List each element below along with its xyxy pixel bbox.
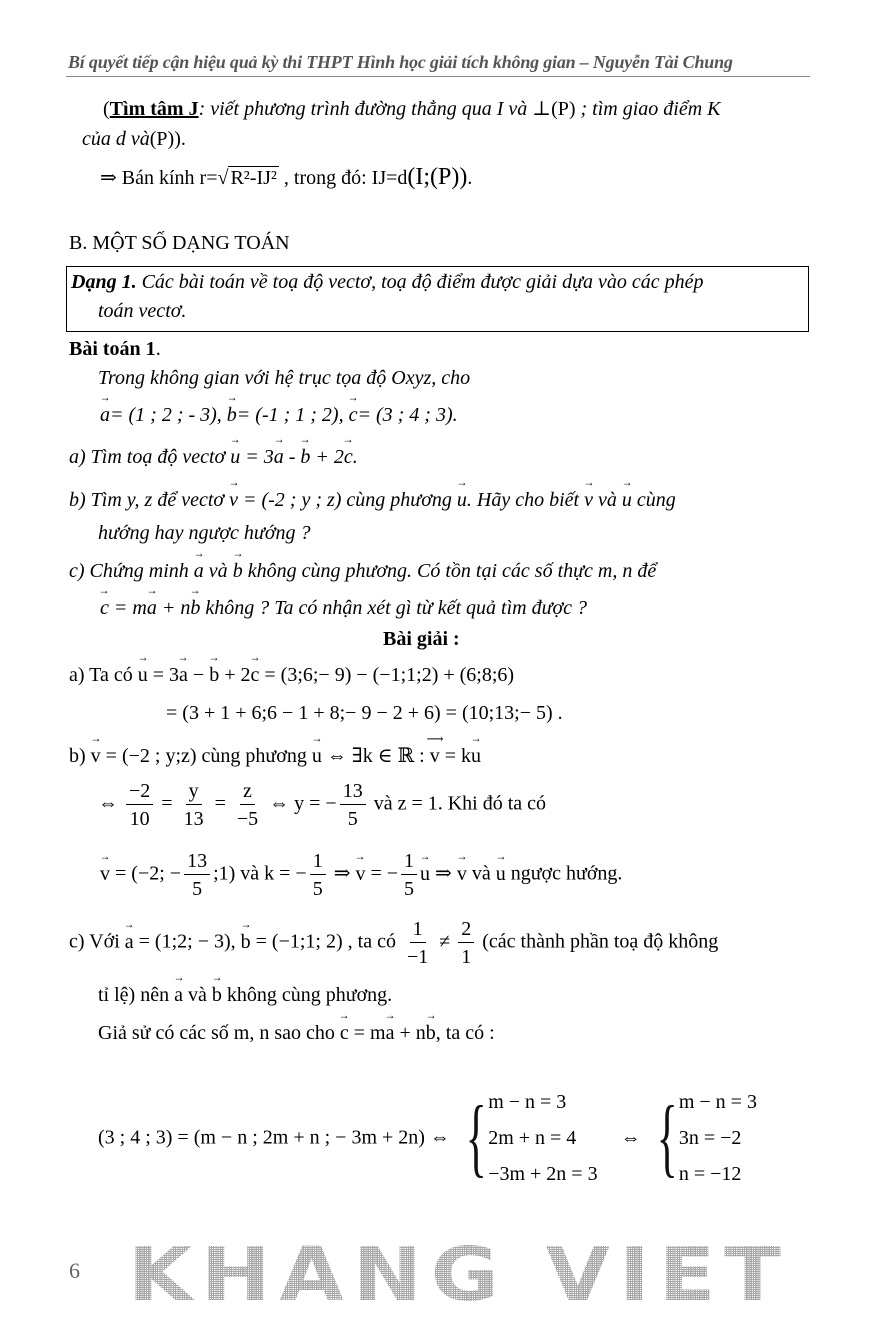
solution-c-line-1: c) Với → a = (1;2; − 3), → b = (−1;1; 2) , ta có $\frac{1}{-1}$ ≠ $\frac{2}{1}$ (các thành phần toạ độ không (69, 918, 718, 968)
problem-part-c-line-2: → c = m→ a + n→ b không ? Ta có nhận xét gì từ kết quả tìm được ? (100, 597, 587, 620)
fraction: $\frac{1}{-1}$ (406, 918, 429, 968)
system-lhs: (3 ; 4 ; 3) = (m − n ; 2m + n ; − 3m + 2n) ⇔ (98, 1126, 450, 1149)
solution-b-line-2: ⇔ $\frac{-2}{10}$ = $\frac{y}{13}$ = $\frac{z}{-5}$ ⇔ y = − $\frac{13}{5}$ và z = 1. Khi đó ta có (98, 780, 547, 830)
left-brace-icon: { (465, 1089, 487, 1186)
solution-title: Bài giải : (383, 628, 460, 650)
fraction: $\frac{1}{5}$ (310, 850, 326, 900)
solution-a-line-1: a) Ta có → u = 3→ a − → b + 2→ c = (3;6;− 9) − (−1;1;2) + (6;8;6) (69, 664, 514, 687)
problem-part-a: a) Tìm toạ độ vectơ → u = 3→ a - → b + 2→ c. (69, 446, 358, 469)
radius-line: ⇒ Bán kính r=√ R²-IJ² , trong đó: IJ=d(I;(P)). (100, 164, 473, 190)
system-iff: ⇔ (620, 1126, 641, 1149)
solution-b-line-3: → v = (−2; − $\frac{13}{5}$ ;1) và k = − $\frac{1}{5}$ ⇒ → v = − $\frac{1}{5}$ → u ⇒ → v và → u ngược hướng. (100, 850, 622, 900)
fraction: $\frac{-2}{10}$ (126, 780, 153, 830)
problem-part-b-line-2: hướng hay ngược hướng ? (98, 522, 311, 544)
left-brace-icon: { (656, 1089, 678, 1186)
problem-given-line: Trong không gian với hệ trục tọa độ Oxyz, cho (98, 367, 471, 389)
solution-b-line-1: b) → v = (−2 ; y;z) cùng phương → u ⇔ ∃k ∈ ℝ : ⟶ v = k→ u (69, 743, 481, 768)
problem-part-c: c) Chứng minh → a và → b không cùng phương. Có tồn tại các số thực m, n để (69, 560, 656, 583)
solution-a-line-2: = (3 + 1 + 6;6 − 1 + 8;− 9 − 2 + 6) = (10;13;− 5) . (166, 702, 563, 724)
system-1: m − n = 3 2m + n = 4 −3m + 2n = 3 (488, 1091, 598, 1185)
running-header: Bí quyết tiếp cận hiệu quả kỳ thi THPT Hình học giải tích không gian – Nguyễn Tài Chung (68, 52, 733, 72)
fraction: $\frac{z}{-5}$ (236, 780, 259, 830)
publisher-watermark: KHANG VIET (128, 1232, 790, 1318)
solution-system (98, 1084, 757, 1192)
fraction: $\frac{13}{5}$ (340, 780, 366, 830)
type-label: Dạng 1. (71, 271, 137, 293)
solution-c-line-2: tỉ lệ) nên → a và → b không cùng phương. (98, 984, 392, 1007)
problem-title: Bài toán 1. (69, 338, 161, 360)
find-center-line: (Tìm tâm J: viết phương trình đường thẳng qua I và ⊥(P) ; tìm giao điểm K (103, 98, 721, 120)
fraction: $\frac{y}{13}$ (183, 780, 204, 830)
problem-given-vectors: → a= (1 ; 2 ; - 3), → b= (-1 ; 1 ; 2), → c= (3 ; 4 ; 3). (100, 404, 458, 427)
find-center-line-2: của d và(P)). (82, 128, 186, 150)
perp-symbol: ⊥ (532, 98, 552, 120)
find-center-label: Tìm tâm J (109, 98, 199, 120)
radius-sqrt: R²-IJ² (230, 167, 277, 189)
implies-arrow-icon: ⇒ (100, 167, 117, 189)
page-number: 6 (69, 1258, 80, 1283)
header-rule (66, 76, 810, 77)
type-box-line-2: toán vectơ. (98, 300, 187, 322)
fraction: $\frac{1}{5}$ (401, 850, 417, 900)
fraction: $\frac{13}{5}$ (184, 850, 210, 900)
type-box-line-1: Dạng 1. Các bài toán về toạ độ vectơ, toạ độ điểm được giải dựa vào các phép (71, 271, 704, 293)
problem-part-b: b) Tìm y, z để vectơ → v = (-2 ; y ; z) cùng phương → u. Hãy cho biết → v và → u cùng (69, 489, 809, 512)
system-2: m − n = 3 3n = −2 n = −12 (678, 1091, 757, 1185)
solution-c-line-3: Giả sử có các số m, n sao cho → c = m→ a + n→ b, ta có : (98, 1022, 495, 1045)
fraction: $\frac{2}{1}$ (458, 918, 474, 968)
section-title: B. MỘT SỐ DẠNG TOÁN (69, 232, 290, 254)
